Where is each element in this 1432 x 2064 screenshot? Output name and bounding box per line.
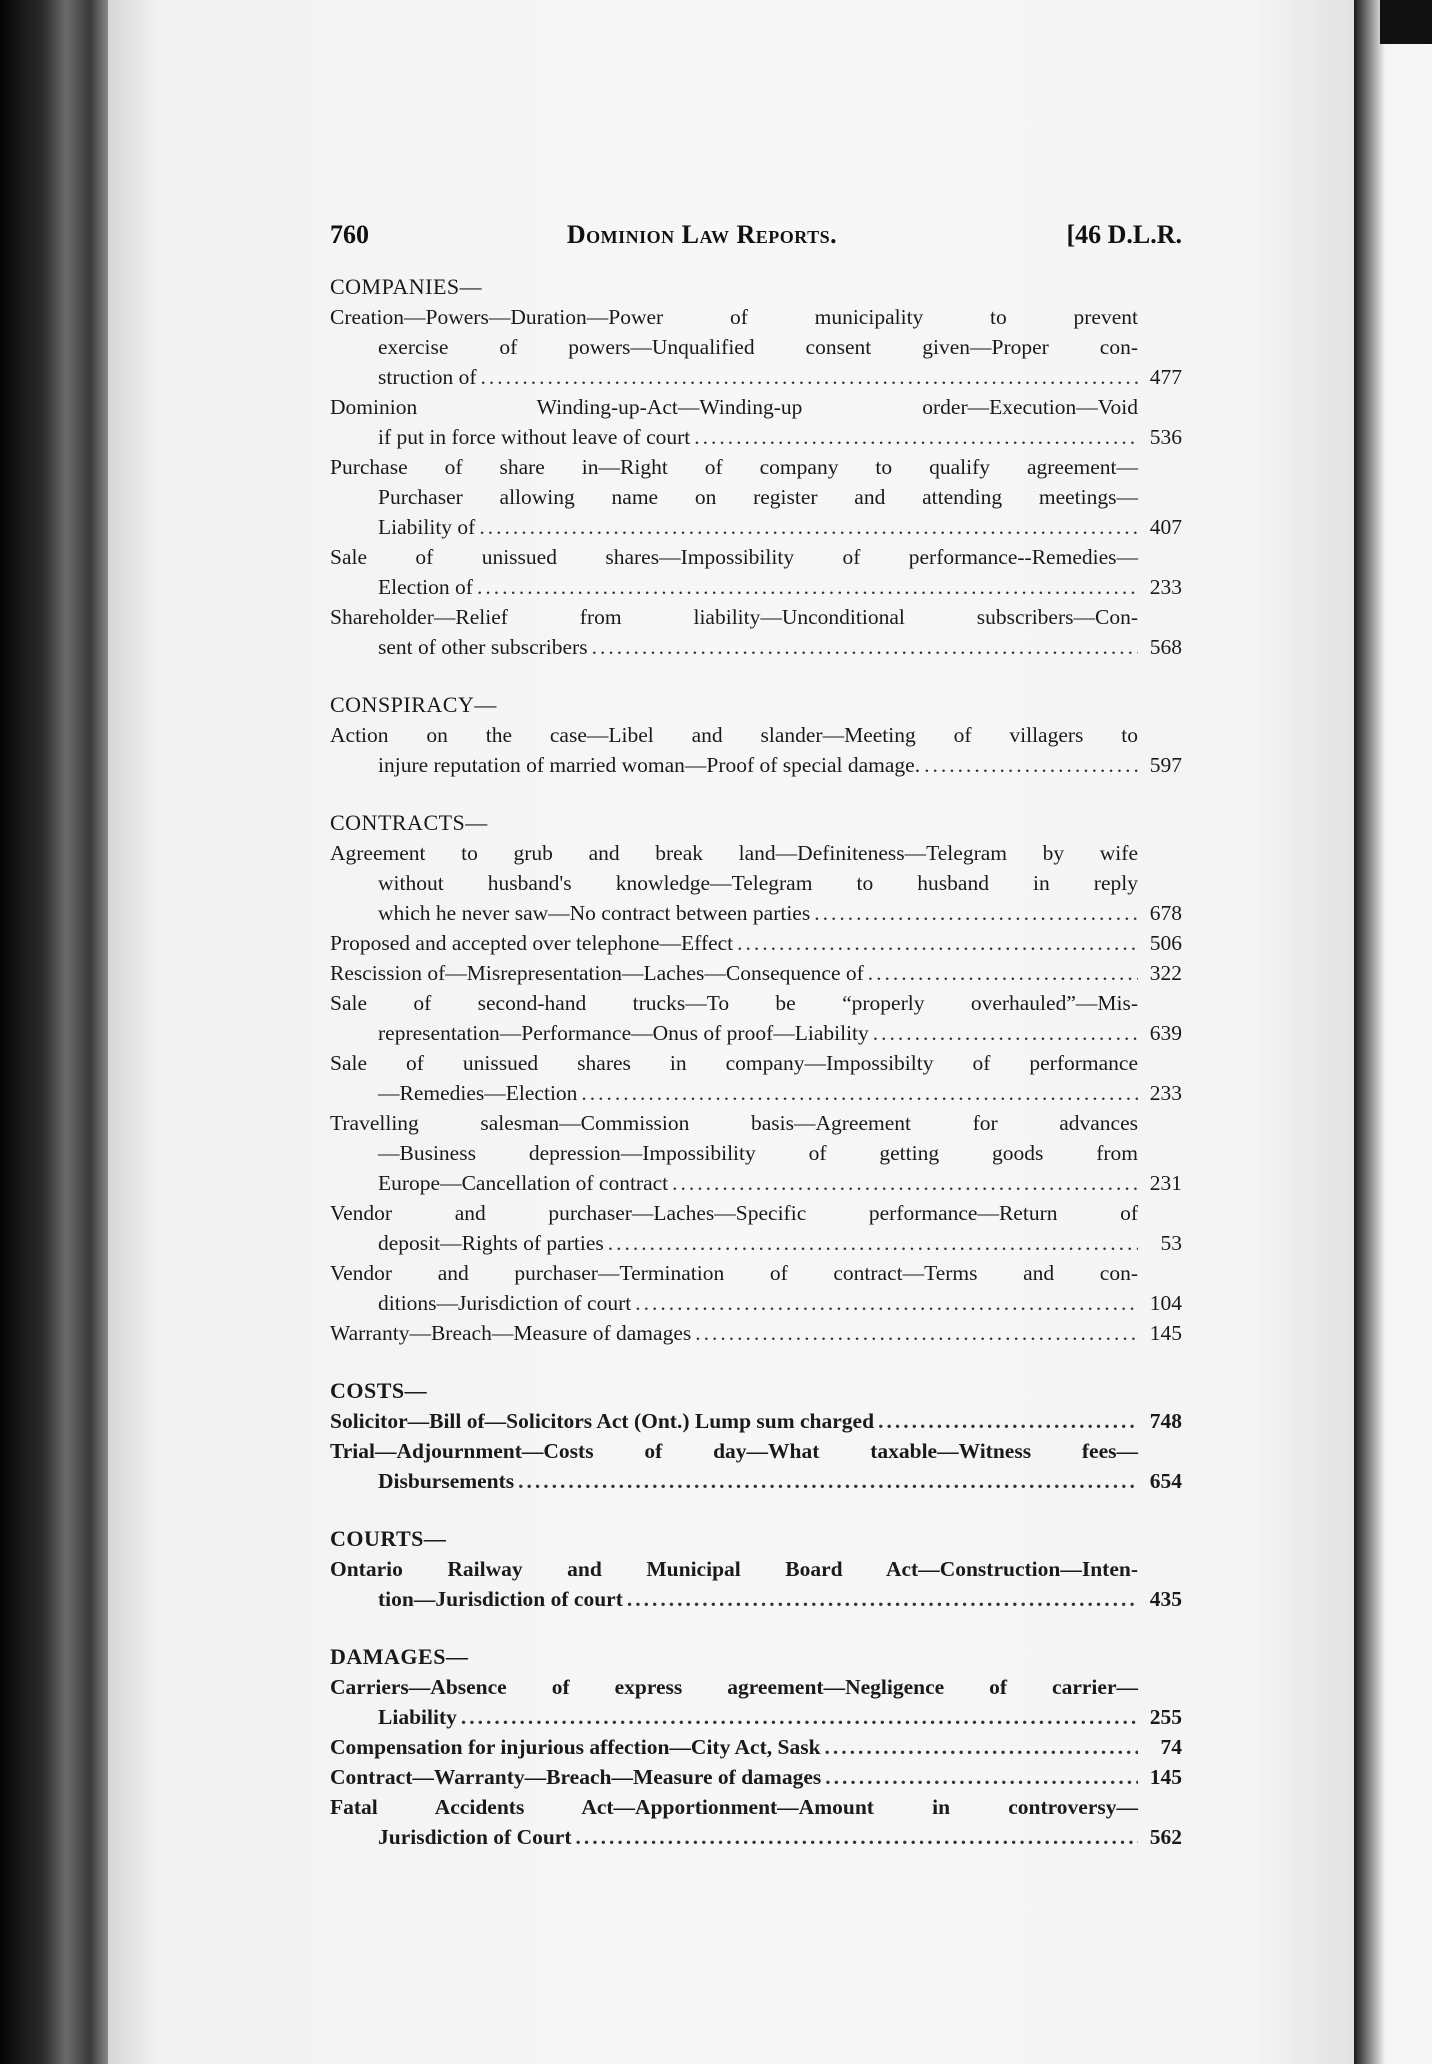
entry-line — [330, 452, 1182, 482]
entry-line — [330, 1406, 1182, 1436]
entry-text: Sale of unissued shares—Impossibility of performance--Remedies— — [330, 545, 1138, 569]
section-heading: COURTS— — [330, 1526, 447, 1551]
entry-text: —Remedies—Election — [378, 1081, 578, 1105]
entry-line — [330, 1732, 1182, 1762]
entry-text: Sale of second-hand trucks—To be “properly overhauled”—Mis- — [330, 991, 1138, 1015]
entry-text: Ontario Railway and Municipal Board Act—Construction—Inten- — [330, 1557, 1138, 1581]
index-section — [222, 272, 1182, 662]
page-reference: 597 — [1149, 753, 1182, 777]
page-reference: 233 — [1149, 575, 1182, 599]
entry-text: injure reputation of married woman—Proof of special damage. — [378, 753, 921, 777]
entry-text: Warranty—Breach—Measure of damages — [330, 1321, 692, 1345]
entry-line — [330, 1318, 1182, 1348]
section-heading: COMPANIES— — [330, 274, 483, 299]
entry-text: Liability of — [378, 515, 476, 539]
entry-text: Trial—Adjournment—Costs of day—What taxable—Witness fees— — [330, 1439, 1138, 1463]
page-reference: 562 — [1149, 1825, 1182, 1849]
index-entry — [222, 392, 1182, 452]
entry-text: Rescission of—Misrepresentation—Laches—Consequence of — [330, 961, 864, 985]
entry-text: if put in force without leave of court — [378, 425, 691, 449]
entry-text: Dominion Winding-up-Act—Winding-up order—Execution—Void — [330, 395, 1138, 419]
page-number: 760 — [330, 220, 369, 249]
dot-leader — [461, 1702, 1138, 1732]
entry-text: Purchaser allowing name on register and attending meetings— — [378, 485, 1138, 509]
index-entry — [222, 1318, 1182, 1348]
dot-leader — [868, 958, 1138, 988]
dot-leader — [592, 632, 1138, 662]
entry-line — [330, 1792, 1182, 1822]
dot-leader — [479, 512, 1138, 542]
index-entry — [222, 988, 1182, 1048]
index-entry — [222, 928, 1182, 958]
entry-text: Travelling salesman—Commission basis—Agreement for advances — [330, 1111, 1138, 1135]
index-entry — [222, 1198, 1182, 1258]
entry-text: which he never saw—No contract between parties — [378, 901, 811, 925]
index-section — [222, 1376, 1182, 1496]
section-heading: CONTRACTS— — [330, 810, 488, 835]
entry-line — [378, 332, 1182, 362]
page-reference: 145 — [1149, 1321, 1182, 1345]
entry-text: sent of other subscribers — [378, 635, 588, 659]
page-reference: 568 — [1149, 635, 1182, 659]
entry-line — [330, 1762, 1182, 1792]
entry-line — [330, 302, 1182, 332]
index-entry — [222, 452, 1182, 542]
entry-line — [378, 1078, 1182, 1108]
entry-text: exercise of powers—Unqualified consent given—Proper con- — [378, 335, 1138, 359]
section-heading: COSTS— — [330, 1378, 428, 1403]
entry-line — [330, 602, 1182, 632]
scan-binding-edge — [0, 0, 120, 2064]
index-entry — [222, 1672, 1182, 1732]
page-reference: 407 — [1149, 515, 1182, 539]
page-reference: 231 — [1149, 1171, 1182, 1195]
entry-line — [378, 1822, 1182, 1852]
dot-leader — [695, 1318, 1138, 1348]
entry-line — [330, 1108, 1182, 1138]
index-entry — [222, 1436, 1182, 1496]
page-reference: 322 — [1149, 961, 1182, 985]
entry-line — [330, 958, 1182, 988]
entry-line — [378, 898, 1182, 928]
entry-line — [378, 482, 1182, 512]
entry-text: Vendor and purchaser—Termination of contract—Terms and con- — [330, 1261, 1138, 1285]
index-entry — [222, 838, 1182, 928]
index-entry — [222, 1108, 1182, 1198]
index-entry — [222, 1732, 1182, 1762]
entry-text: without husband's knowledge—Telegram to husband in reply — [378, 871, 1138, 895]
entry-text: Contract—Warranty—Breach—Measure of damages — [330, 1765, 822, 1789]
entry-line — [330, 928, 1182, 958]
entry-line — [378, 1584, 1182, 1614]
entry-text: Compensation for injurious affection—City Act, Sask — [330, 1735, 821, 1759]
entry-text: Carriers—Absence of express agreement—Negligence of carrier— — [330, 1675, 1138, 1699]
dot-leader — [627, 1584, 1138, 1614]
entry-text: Action on the case—Libel and slander—Meeting of villagers to — [330, 723, 1138, 747]
entry-text: Vendor and purchaser—Laches—Specific performance—Return of — [330, 1201, 1138, 1225]
entry-line — [330, 1436, 1182, 1466]
entry-text: struction of — [378, 365, 477, 389]
index-entry — [222, 1792, 1182, 1852]
page-reference: 678 — [1149, 901, 1182, 925]
entry-line — [378, 512, 1182, 542]
entry-text: Election of — [378, 575, 473, 599]
running-title: Dominion Law Reports. — [566, 220, 838, 249]
index-entry — [222, 1258, 1182, 1318]
entry-line — [378, 1228, 1182, 1258]
dot-leader — [873, 1018, 1138, 1048]
page-reference: 477 — [1149, 365, 1182, 389]
dot-leader — [924, 750, 1138, 780]
entry-text: Solicitor—Bill of—Solicitors Act (Ont.) Lump sum charged — [330, 1409, 875, 1433]
entry-line — [330, 1672, 1182, 1702]
page-reference: 654 — [1149, 1469, 1182, 1493]
section-heading: DAMAGES— — [330, 1644, 469, 1669]
entry-text: Fatal Accidents Act—Apportionment—Amount in controversy— — [330, 1795, 1138, 1819]
dot-leader — [825, 1732, 1138, 1762]
page-reference: 255 — [1149, 1705, 1182, 1729]
page-reference: 435 — [1149, 1587, 1182, 1611]
entry-line — [330, 838, 1182, 868]
index-entry — [222, 720, 1182, 780]
scan-corner-shadow — [1380, 0, 1432, 44]
index-entry — [222, 1762, 1182, 1792]
entry-text: Creation—Powers—Duration—Power of municipality to prevent — [330, 305, 1138, 329]
entry-line — [378, 750, 1182, 780]
index-entry — [222, 958, 1182, 988]
page-reference: 536 — [1149, 425, 1182, 449]
index-entry — [222, 602, 1182, 662]
entry-text: Jurisdiction of Court — [378, 1825, 572, 1849]
entry-line — [330, 1258, 1182, 1288]
entry-line — [378, 572, 1182, 602]
entry-text: —Business depression—Impossibility of getting goods from — [378, 1141, 1138, 1165]
entry-line — [330, 1554, 1182, 1584]
entry-text: Agreement to grub and break land—Definiteness—Telegram by wife — [330, 841, 1138, 865]
page-reference: 53 — [1160, 1231, 1182, 1255]
entry-text: Liability — [378, 1705, 457, 1729]
dot-leader — [477, 572, 1138, 602]
entry-text: ditions—Jurisdiction of court — [378, 1291, 632, 1315]
index-entry — [222, 1406, 1182, 1436]
index-entry — [222, 542, 1182, 602]
entry-line — [378, 422, 1182, 452]
page-content — [222, 220, 1182, 1852]
page-reference: 233 — [1149, 1081, 1182, 1105]
page-reference: 145 — [1149, 1765, 1182, 1789]
entry-line — [378, 1466, 1182, 1496]
entry-text: Shareholder—Relief from liability—Unconditional subscribers—Con- — [330, 605, 1138, 629]
dot-leader — [481, 362, 1138, 392]
entry-line — [378, 1168, 1182, 1198]
index-section — [222, 808, 1182, 1348]
entry-line — [378, 632, 1182, 662]
facing-page-edge — [1354, 0, 1432, 2064]
page-reference: 506 — [1149, 931, 1182, 955]
index-body — [222, 272, 1182, 1852]
entry-line — [378, 1138, 1182, 1168]
entry-text: deposit—Rights of parties — [378, 1231, 604, 1255]
entry-line — [330, 542, 1182, 572]
entry-line — [378, 1018, 1182, 1048]
index-entry — [222, 1554, 1182, 1614]
dot-leader — [814, 898, 1138, 928]
dot-leader — [635, 1288, 1138, 1318]
index-section — [222, 1524, 1182, 1614]
entry-text: Disbursements — [378, 1469, 515, 1493]
entry-text: Europe—Cancellation of contract — [378, 1171, 669, 1195]
dot-leader — [608, 1228, 1138, 1258]
index-entry — [222, 1048, 1182, 1108]
dot-leader — [576, 1822, 1139, 1852]
entry-line — [330, 1198, 1182, 1228]
volume-reference: [46 D.L.R. — [1066, 220, 1182, 249]
section-heading: CONSPIRACY— — [330, 692, 497, 717]
dot-leader — [694, 422, 1138, 452]
page-reference: 104 — [1149, 1291, 1182, 1315]
dot-leader — [737, 928, 1138, 958]
index-section — [222, 1642, 1182, 1852]
entry-text: Purchase of share in—Right of company to qualify agreement— — [330, 455, 1138, 479]
entry-line — [378, 1702, 1182, 1732]
entry-line — [378, 362, 1182, 392]
entry-text: representation—Performance—Onus of proof—Liability — [378, 1021, 869, 1045]
entry-line — [330, 988, 1182, 1018]
entry-text: Sale of unissued shares in company—Impossibilty of performance — [330, 1051, 1138, 1075]
dot-leader — [672, 1168, 1138, 1198]
entry-line — [378, 1288, 1182, 1318]
entry-line — [330, 392, 1182, 422]
index-entry — [222, 302, 1182, 392]
entry-line — [330, 720, 1182, 750]
dot-leader — [878, 1406, 1138, 1436]
dot-leader — [581, 1078, 1138, 1108]
entry-line — [330, 1048, 1182, 1078]
entry-line — [378, 868, 1182, 898]
entry-text: tion—Jurisdiction of court — [378, 1587, 623, 1611]
page-reference: 74 — [1160, 1735, 1182, 1759]
dot-leader — [518, 1466, 1138, 1496]
running-head — [222, 220, 1182, 260]
index-section — [222, 690, 1182, 780]
page-reference: 639 — [1149, 1021, 1182, 1045]
dot-leader — [825, 1762, 1138, 1792]
page-reference: 748 — [1149, 1409, 1182, 1433]
entry-text: Proposed and accepted over telephone—Effect — [330, 931, 734, 955]
